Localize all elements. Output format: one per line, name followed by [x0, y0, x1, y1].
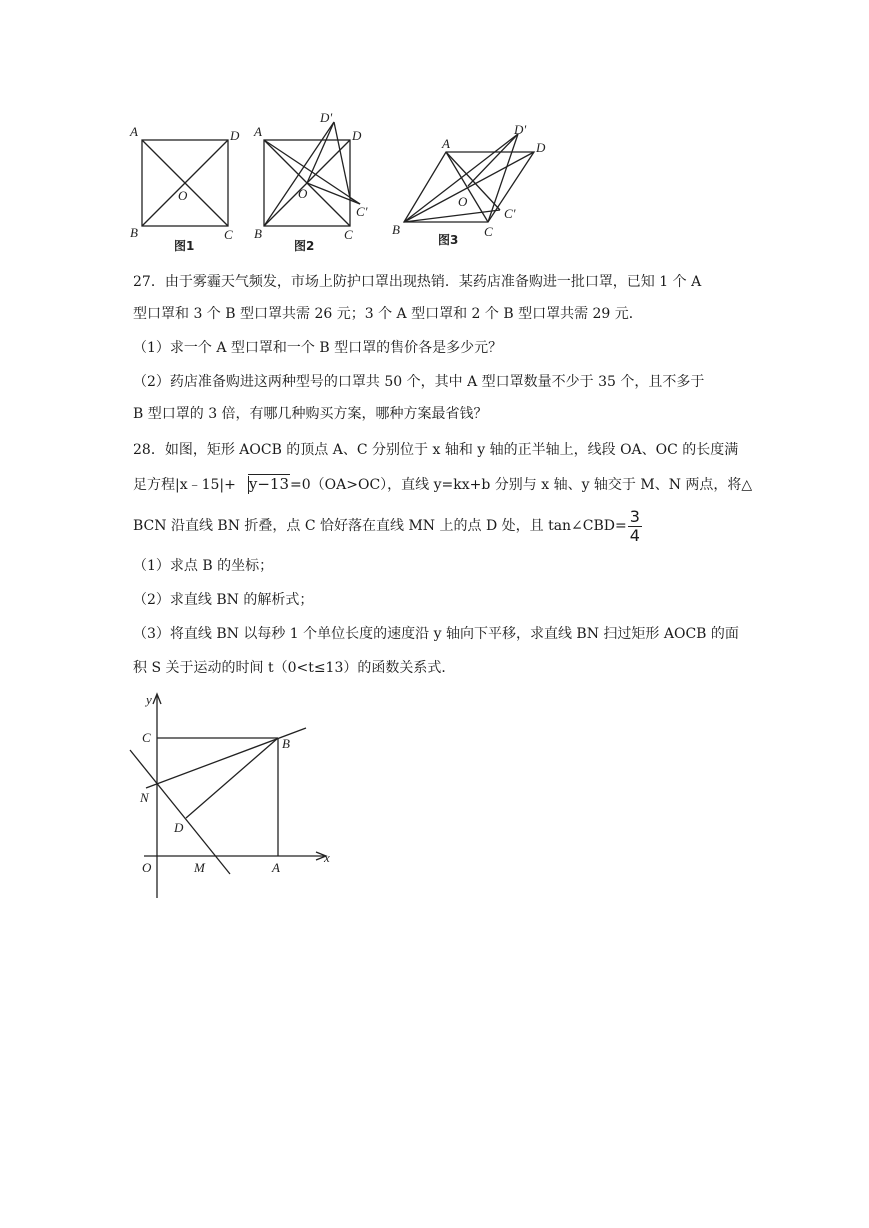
fig1-label-O: O — [178, 188, 188, 203]
fig2-label-O: O — [298, 186, 308, 201]
fig1-caption: 图1 — [174, 239, 195, 253]
fig1-label-A: A — [130, 124, 138, 139]
q27-part-2-line-1: （2）药店准备购进这两种型号的口罩共 50 个，其中 A 型口罩数量不少于 35 个，且不多于 — [133, 374, 705, 390]
fig3-caption: 图3 — [438, 233, 459, 247]
figure-3-svg — [388, 118, 558, 258]
q28-fig-label-O: O — [142, 860, 152, 875]
q28-fig-label-B: B — [282, 736, 290, 751]
q28-part-2: （2）求直线 BN 的解析式； — [133, 592, 314, 608]
fig2-label-Dprime: D' — [320, 110, 333, 125]
q27-line-2: 型口罩和 3 个 B 型口罩共需 26 元；3 个 A 型口罩和 2 个 B 型口罩共需 29 元． — [133, 306, 643, 322]
q28-line-3-pre: BCN 沿直线 BN 折叠，点 C 恰好落在直线 MN 上的点 D 处，且 tan∠CBD= — [133, 518, 627, 534]
figure-q28-svg — [128, 688, 338, 903]
sqrt-radicand: y−13 — [248, 475, 290, 493]
q28-line-2-post: =0（OA>OC），直线 y=kx+b 分别与 x 轴、y 轴交于 M、N 两点，将△ — [290, 477, 753, 493]
figure-1-svg — [128, 122, 248, 257]
fig2-label-D: D — [352, 128, 362, 143]
fraction-numerator: 3 — [629, 506, 640, 526]
q27-part-1: （1）求一个 A 型口罩和一个 B 型口罩的售价各是多少元？ — [133, 340, 503, 356]
fig2-caption: 图2 — [294, 239, 315, 253]
fig3-label-A: A — [442, 136, 450, 151]
q28-line-2-pre: 足方程|x﹣15|+ — [133, 477, 236, 493]
q28-fig-label-y: y — [146, 692, 152, 707]
fig2-label-A: A — [254, 124, 262, 139]
figure-2-svg — [252, 108, 382, 258]
fig3-label-D: D — [536, 140, 546, 155]
q28-fig-label-C: C — [142, 730, 151, 745]
q28-fig-label-A: A — [272, 860, 280, 875]
q28-line-1: 28．如图，矩形 AOCB 的顶点 A、C 分别位于 x 轴和 y 轴的正半轴上，线段 OA、OC 的长度满 — [133, 442, 739, 458]
fig1-label-C: C — [224, 227, 233, 242]
q28-part-1: （1）求点 B 的坐标； — [133, 558, 274, 574]
q28-fig-label-x: x — [324, 850, 330, 865]
fig2-label-C: C — [344, 227, 353, 242]
fig2-label-B: B — [254, 226, 262, 241]
q28-line-3 — [133, 506, 642, 546]
fig2-label-Cprime: C' — [356, 204, 368, 219]
q28-part-3-line-1: （3）将直线 BN 以每秒 1 个单位长度的速度沿 y 轴向下平移，求直线 BN 扫过矩形 AOCB 的面 — [133, 626, 739, 642]
q28-fig-label-M: M — [194, 860, 205, 875]
figure-q28 — [128, 688, 338, 903]
figure-1 — [128, 122, 248, 257]
q28-line-2 — [133, 474, 752, 495]
fig3-label-Cprime: C' — [504, 206, 516, 221]
tan-fraction — [628, 508, 642, 545]
figure-3 — [388, 118, 558, 258]
q28-fig-label-D: D — [174, 820, 184, 835]
figure-2 — [252, 108, 382, 258]
fig3-label-C: C — [484, 224, 493, 239]
fig3-label-B: B — [392, 222, 400, 237]
sqrt-expression — [236, 474, 290, 495]
fig1-label-B: B — [130, 225, 138, 240]
q28-part-3-line-2: 积 S 关于运动的时间 t（0<t≤13）的函数关系式． — [133, 660, 456, 676]
q28-fig-label-N: N — [140, 790, 149, 805]
q27-line-1: 27．由于雾霾天气频发，市场上防护口罩出现热销．某药店准备购进一批口罩，已知 1 个 A — [133, 274, 702, 290]
fraction-denominator: 4 — [629, 525, 640, 545]
fig3-label-O: O — [458, 194, 468, 209]
fig3-label-Dprime: D' — [514, 122, 527, 137]
fig1-label-D: D — [230, 128, 240, 143]
q27-part-2-line-2: B 型口罩的 3 倍，有哪几种购买方案，哪种方案最省钱？ — [133, 406, 488, 422]
